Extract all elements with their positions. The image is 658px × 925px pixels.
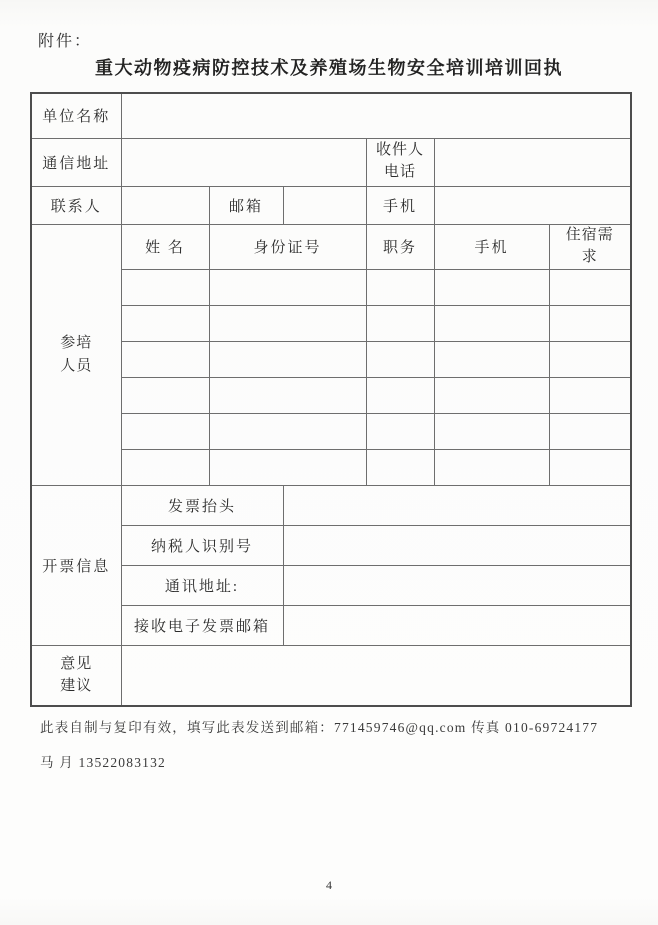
- email-field: [283, 186, 366, 224]
- participant-id-cell: [209, 341, 366, 377]
- address-field: [121, 138, 366, 186]
- comments-field: [121, 645, 631, 706]
- invoice-email-label: 接收电子发票邮箱: [121, 605, 283, 645]
- footer-contact: 马 月 13522083132: [40, 755, 166, 770]
- participant-name-cell: [121, 449, 209, 485]
- participant-mobile-cell: [434, 377, 549, 413]
- invoice-section-label: 开票信息: [31, 485, 121, 645]
- participant-mobile-cell: [434, 341, 549, 377]
- participant-accommodation-cell: [549, 377, 631, 413]
- participant-accommodation-cell: [549, 305, 631, 341]
- participant-name-cell: [121, 413, 209, 449]
- invoice-address-label: 通讯地址:: [121, 565, 283, 605]
- email-label: 邮箱: [209, 186, 283, 224]
- participant-mobile-cell: [434, 413, 549, 449]
- participant-row: [31, 305, 631, 341]
- invoice-title-field: [283, 485, 631, 525]
- participant-accommodation-header: 住宿需求: [549, 224, 631, 269]
- participant-row: [31, 377, 631, 413]
- participant-name-cell: [121, 341, 209, 377]
- row-unit-name: [31, 93, 631, 138]
- participant-name-cell: [121, 305, 209, 341]
- participant-accommodation-cell: [549, 413, 631, 449]
- mobile-label: 手机: [366, 186, 434, 224]
- invoice-row: [31, 485, 631, 525]
- participant-name-cell: [121, 377, 209, 413]
- participant-mobile-cell: [434, 449, 549, 485]
- page-title: 重大动物疫病防控技术及养殖场生物安全培训培训回执: [95, 58, 563, 78]
- unit-name-field: [121, 93, 631, 138]
- contact-label: 联系人: [31, 186, 121, 224]
- participant-id-cell: [209, 413, 366, 449]
- participant-mobile-cell: [434, 305, 549, 341]
- invoice-title-label: 发票抬头: [121, 485, 283, 525]
- address-label: 通信地址: [31, 138, 121, 186]
- participant-name-header: 姓 名: [121, 224, 209, 269]
- invoice-row: [31, 525, 631, 565]
- participant-row: [31, 449, 631, 485]
- unit-name-label: 单位名称: [31, 93, 121, 138]
- contact-field: [121, 186, 209, 224]
- participant-position-cell: [366, 269, 434, 305]
- taxpayer-id-label: 纳税人识别号: [121, 525, 283, 565]
- participant-accommodation-cell: [549, 449, 631, 485]
- invoice-email-field: [283, 605, 631, 645]
- participant-row: [31, 341, 631, 377]
- participants-section-label: 参培人员: [31, 224, 121, 485]
- participant-position-cell: [366, 341, 434, 377]
- row-contact: [31, 186, 631, 224]
- participant-id-header: 身份证号: [209, 224, 366, 269]
- recipient-phone-label: 收件人电话: [366, 138, 434, 186]
- participant-mobile-cell: [434, 269, 549, 305]
- taxpayer-id-field: [283, 525, 631, 565]
- participant-position-cell: [366, 413, 434, 449]
- participant-row: [31, 413, 631, 449]
- training-receipt-form: [30, 92, 632, 707]
- invoice-row: [31, 605, 631, 645]
- participants-header-row: [31, 224, 631, 269]
- participant-id-cell: [209, 377, 366, 413]
- participant-name-cell: [121, 269, 209, 305]
- participant-row: [31, 269, 631, 305]
- participant-mobile-header: 手机: [434, 224, 549, 269]
- row-address: [31, 138, 631, 186]
- participant-id-cell: [209, 305, 366, 341]
- participant-id-cell: [209, 269, 366, 305]
- page-number: 4: [326, 878, 332, 892]
- participant-position-header: 职务: [366, 224, 434, 269]
- participant-position-cell: [366, 305, 434, 341]
- recipient-phone-field: [434, 138, 631, 186]
- invoice-row: [31, 565, 631, 605]
- footer-note: 此表自制与复印有效，填写此表发送到邮箱：771459746@qq.com 传真 010-69724177: [40, 720, 599, 735]
- participant-accommodation-cell: [549, 341, 631, 377]
- mobile-field: [434, 186, 631, 224]
- participant-accommodation-cell: [549, 269, 631, 305]
- attachment-label: 附件：: [38, 33, 93, 50]
- comments-section-label: 意见建议: [31, 645, 121, 706]
- comments-row: [31, 645, 631, 706]
- participant-id-cell: [209, 449, 366, 485]
- participant-position-cell: [366, 449, 434, 485]
- participant-position-cell: [366, 377, 434, 413]
- invoice-address-field: [283, 565, 631, 605]
